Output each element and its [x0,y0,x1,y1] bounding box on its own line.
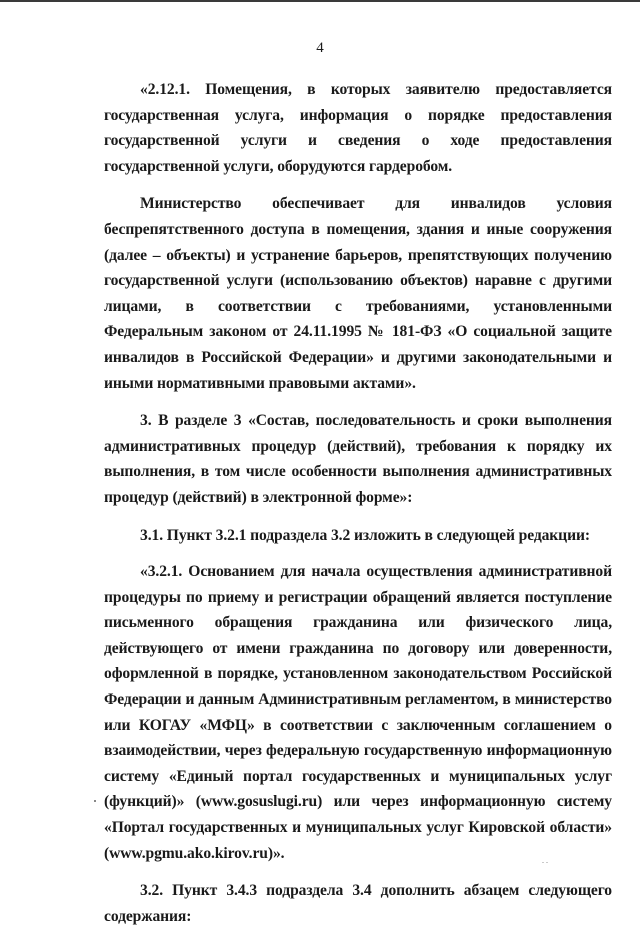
paragraph-3-2-1: «3.2.1. Основанием для начала осуществления административной процедуры по приему и регистрации обращений является поступление письменного обращения гражданина или физического лица, действующего от имени гражданина по договору или доверенности, оформленной в порядке, установленном законодательством Российской Федерации и данным Административным регламентом, в министерство или КОГАУ «МФЦ» в соответствии с заключенным соглашением о взаимодействии, через федеральную государственную информационную систему «Единый портал государственных и муниципальных услуг (функций)» (www.gosuslugi.ru) или через информационную систему «Портал государственных и муниципальных услуг Кировской области» (www.pgmu.ako.kirov.ru)». [104,563,612,862]
scan-speck [94,800,96,802]
top-border-line [0,0,640,2]
paragraph-3-1: 3.1. Пункт 3.2.1 подраздела 3.2 изложить в следующей редакции: [140,526,590,544]
page-number: 4 [316,40,324,56]
scan-specks: . . [542,856,548,865]
paragraph-2-12-1: «2.12.1. Помещения, в которых заявителю предоставляется государственная услуга, информация о порядке предоставления государственной услуги и сведения о ходе предоставления государственной услуги, оборудуются гардеробом. [104,81,612,175]
paragraph-ministry-accessibility: Министерство обеспечивает для инвалидов условия беспрепятственного доступа в помещения, здания и иные сооружения (далее – объекты) и устранение барьеров, препятствующих получению государственной услуги (использованию объектов) наравне с другими лицами, в соответствии с требованиями, установленными Федеральным законом от 24.11.1995 № 181-ФЗ «О социальной защите инвалидов в Российской Федерации» и другими законодательными и иными нормативными правовыми актами». [104,195,612,392]
paragraph-section-3: 3. В разделе 3 «Состав, последовательность и сроки выполнения административных процедур (действий), требования к порядку их выполнения, в том числе особенности выполнения административных процедур (действий) в электронной форме»: [104,412,612,506]
document-body [104,77,612,941]
paragraph-3-2: 3.2. Пункт 3.4.3 подраздела 3.4 дополнить абзацем следующего содержания: [104,882,612,925]
